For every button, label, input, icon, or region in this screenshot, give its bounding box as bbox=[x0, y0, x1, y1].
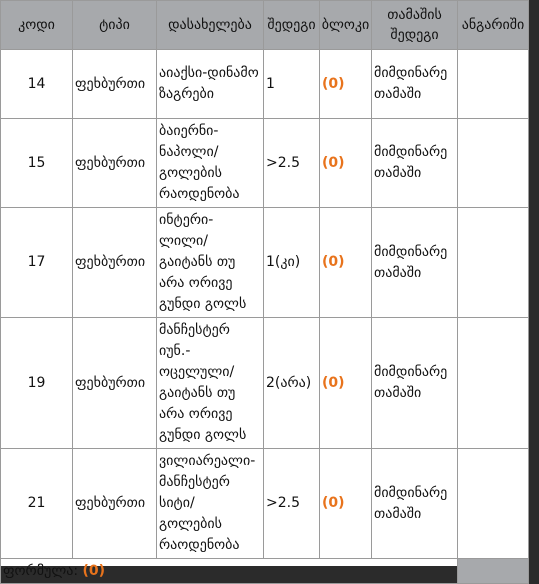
cell-odds: >2.5 bbox=[264, 119, 320, 208]
col-header-name: დასახელება bbox=[157, 1, 264, 50]
table-row bbox=[1, 318, 529, 449]
footer-row bbox=[1, 559, 529, 584]
formula-value: (0) bbox=[82, 563, 106, 579]
cell-calc bbox=[458, 449, 529, 559]
cell-type: ფეხბურთი bbox=[73, 208, 157, 318]
cell-calc bbox=[458, 318, 529, 449]
col-header-code: კოდი bbox=[1, 1, 73, 50]
col-header-type: ტიპი bbox=[73, 1, 157, 50]
cell-calc bbox=[458, 50, 529, 119]
cell-code: 19 bbox=[1, 318, 73, 449]
cell-code: 14 bbox=[1, 50, 73, 119]
cell-name: ბაიერნი-ნაპოლი/ გოლების რაოდენობა bbox=[157, 119, 264, 208]
cell-type: ფეხბურთი bbox=[73, 318, 157, 449]
cell-result: მიმდინარე თამაში bbox=[372, 119, 458, 208]
cell-result: მიმდინარე თამაში bbox=[372, 318, 458, 449]
cell-result: მიმდინარე თამაში bbox=[372, 50, 458, 119]
cell-name: აიაქსი-დინამო ზაგრები bbox=[157, 50, 264, 119]
cell-type: ფეხბურთი bbox=[73, 50, 157, 119]
cell-type: ფეხბურთი bbox=[73, 119, 157, 208]
table-row bbox=[1, 119, 529, 208]
cell-result: მიმდინარე თამაში bbox=[372, 208, 458, 318]
cell-block bbox=[320, 318, 372, 449]
header-row bbox=[1, 1, 529, 50]
col-header-odds: შედეგი bbox=[264, 1, 320, 50]
cell-calc bbox=[458, 119, 529, 208]
cell-code: 21 bbox=[1, 449, 73, 559]
formula-label: ფორმულა: bbox=[3, 563, 79, 579]
cell-odds: 2(არა) bbox=[264, 318, 320, 449]
table-row bbox=[1, 449, 529, 559]
block-value: (0) bbox=[322, 254, 345, 270]
cell-block bbox=[320, 119, 372, 208]
cell-name: ვილიარეალი-მანჩესტერ სიტი/ გოლების რაოდენობა bbox=[157, 449, 264, 559]
cell-result: მიმდინარე თამაში bbox=[372, 449, 458, 559]
cell-type: ფეხბურთი bbox=[73, 449, 157, 559]
cell-odds: >2.5 bbox=[264, 449, 320, 559]
table-row bbox=[1, 208, 529, 318]
block-value: (0) bbox=[322, 495, 345, 511]
table-row bbox=[1, 50, 529, 119]
cell-name: ინტერი-ლილი/ გაიტანს თუ არა ორივე გუნდი გოლს bbox=[157, 208, 264, 318]
cell-block bbox=[320, 449, 372, 559]
block-value: (0) bbox=[322, 75, 345, 92]
formula-filler bbox=[458, 559, 529, 584]
cell-calc bbox=[458, 208, 529, 318]
cell-odds: 1 bbox=[264, 50, 320, 119]
cell-block bbox=[320, 208, 372, 318]
cell-block bbox=[320, 50, 372, 119]
col-header-result: თამაშის შედეგი bbox=[372, 1, 458, 50]
cell-odds: 1(კი) bbox=[264, 208, 320, 318]
col-header-block: ბლოკი bbox=[320, 1, 372, 50]
block-value: (0) bbox=[322, 374, 345, 391]
cell-code: 15 bbox=[1, 119, 73, 208]
formula-cell bbox=[1, 559, 458, 584]
col-header-calc: ანგარიში bbox=[458, 1, 529, 50]
block-value: (0) bbox=[322, 154, 345, 171]
cell-code: 17 bbox=[1, 208, 73, 318]
cell-name: მანჩესტერ იუნ.-ოცელული/ გაიტანს თუ არა ორივე გუნდი გოლს bbox=[157, 318, 264, 449]
